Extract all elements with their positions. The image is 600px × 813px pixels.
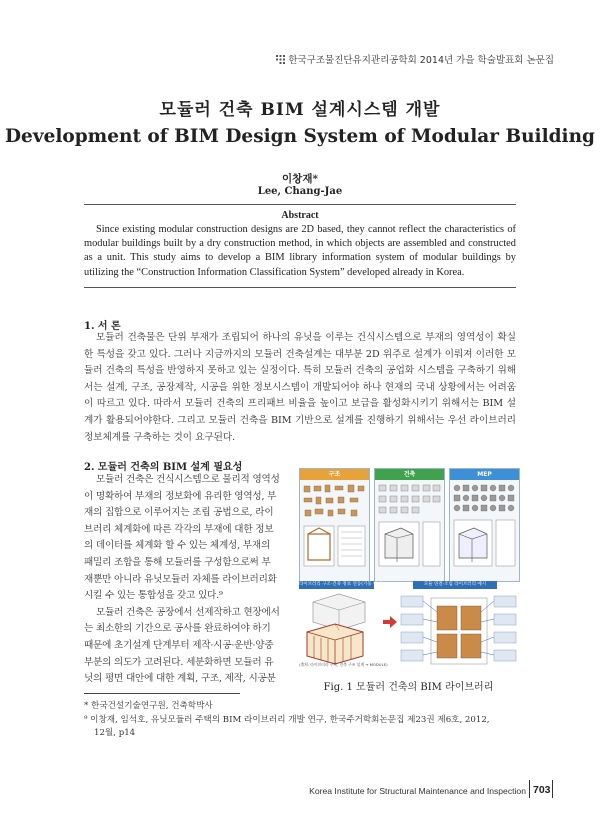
footnote: * 한국건설기술연구원, 건축학박사 bbox=[84, 701, 213, 711]
module-assembly-drawing bbox=[299, 592, 383, 672]
library-assembly-diagram bbox=[399, 592, 518, 672]
page-number: 703 bbox=[533, 784, 551, 796]
structure-library-image bbox=[300, 480, 369, 581]
section2-line: 모듈러 건축은 건식시스템으로 물리적 영역성 bbox=[96, 474, 280, 485]
figure-caption: Fig. 1 모듈러 건축의 BIM 라이브러리 bbox=[323, 682, 494, 693]
figure-panel-structure bbox=[299, 468, 370, 582]
figure-panel-mep bbox=[449, 468, 520, 582]
section1-body: 모듈러 건축물은 단위 부재가 조립되어 하나의 유닛을 이루는 건식시스템으로 부재의 영역성이 확실한 특성을 갖고 있다. 그러나 지금까지의 모듈러 건축설계는 대부분 2D 위주로 설계가 이뤄져 이러한 모듈러 건축의 특성을 반영하지 못하고 있는 실정이다. 특히 모듈러 건축의 공업화 시스템을 구축하기 위해서는 설계, 구조, 공장제작, 시공을 위한 정보시스템이 개발되어야 하나 현재의 국내 상황에서는 어려움이 따르고 있다. 따라서 모듈러 건축의 프리패브 비율을 높이고 보급을 활성화시키기 위해서는 BIM 설계가 활용되어야한다. 그리고 모듈러 건축을 BIM 기반으로 설계를 진행하기 위해서는 우선 라이브러리 정보체계를 구축하는 것이 요구된다. bbox=[84, 332, 516, 443]
section2-line: 패밀리 조합을 통해 모듈러를 구성함으로써 부 bbox=[84, 556, 271, 568]
figure-bim-library bbox=[299, 468, 518, 674]
footer-institute: Korea Institute for Structural Maintenance and Inspection bbox=[309, 786, 526, 796]
figure-caption-left: 라이브러리 구조·건축 정보 연동(기둥 예시) bbox=[299, 582, 384, 587]
section2-line: 재뿐만 아니라 유닛모듈러 자체를 라이브러리화 bbox=[84, 573, 277, 585]
footer-right-bar bbox=[552, 780, 553, 798]
panel-tab-mep: MEP bbox=[450, 469, 519, 480]
section1-heading: 1. 서 론 bbox=[84, 321, 121, 332]
abstract-bottom-rule bbox=[84, 287, 516, 288]
panel-tab-architecture: 건축 bbox=[375, 469, 444, 480]
running-head-text: 한국구조물진단유지관리공학회 2014년 가을 학술발표회 논문집 bbox=[288, 55, 554, 66]
section2-line: 브러리 체계화에 따른 각각의 부재에 대한 정보 bbox=[84, 523, 274, 535]
author-english: Lee, Chang-Jae bbox=[257, 186, 343, 197]
section2-body bbox=[84, 472, 290, 688]
section2-line: 의 데이터를 체계화 할 수 있는 체계성, 부재의 bbox=[84, 540, 271, 552]
mep-library-image bbox=[450, 480, 519, 581]
abstract-heading: Abstract bbox=[281, 210, 319, 221]
running-head bbox=[276, 52, 554, 66]
section2-line: 이 명확하여 부재의 정보화에 유리한 영역성, 부 bbox=[84, 490, 277, 502]
abstract-body: Since existing modular construction designs are 2D based, they cannot reflect the characteristics of modular buildings built by a dry construction method, in which objects are assembled and constructed as a unit. This study aims to develop a BIM library information system of modular buildings by utilizing the “Construction Information Classification System” developed already in Korea. bbox=[84, 224, 516, 278]
author-korean: 이창재* bbox=[282, 173, 318, 185]
section2-line: 부분의 의도가 고려된다. 세분화하면 모듈러 유 bbox=[84, 656, 274, 668]
abstract-top-rule bbox=[84, 204, 516, 205]
figure-caption-right: 모듈 연결·조립 라이브러리 예시 bbox=[423, 582, 487, 587]
figure-panel-architecture bbox=[374, 468, 445, 582]
grid-dots-icon bbox=[276, 55, 285, 64]
footer-divider bbox=[529, 780, 530, 798]
section2-line: 때문에 초기설계 단계부터 제작·시공·운반·양중 bbox=[84, 639, 274, 651]
architecture-library-image bbox=[375, 480, 444, 581]
section2-heading: 2. 모듈러 건축의 BIM 설계 필요성 bbox=[84, 462, 243, 473]
footnote: ⁹ 이창재, 임석호, 유닛모듈러 주택의 BIM 라이브러리 개발 연구, 한국주거학회논문집 제23권 제6호, 2012, bbox=[84, 715, 490, 725]
section2-line: 재의 집합으로 이루어지는 조립 공법으로, 라이 bbox=[84, 507, 274, 519]
section2-line: 모듈러 건축은 공장에서 선제작하고 현장에서 bbox=[96, 606, 280, 618]
section2-line: 닛의 평면 대안에 대한 계획, 구조, 제작, 시공분 bbox=[84, 673, 276, 685]
figure-note: (출처: 라이브러리 구축, 건축 구조 설계 → MODULE) bbox=[299, 662, 388, 667]
arrow-right-icon bbox=[383, 616, 397, 628]
footnote-rule bbox=[84, 693, 240, 694]
footnote: 12월, p14 bbox=[94, 728, 136, 738]
title-english: Development of BIM Design System of Modular Building bbox=[5, 126, 595, 147]
title-korean: 모듈러 건축 BIM 설계시스템 개발 bbox=[159, 100, 441, 120]
section2-line: 는 최소한의 기간으로 공사를 완료하여야 하기 bbox=[84, 623, 271, 635]
panel-tab-structure: 구조 bbox=[300, 469, 369, 480]
section2-line: 시킬 수 있는 통합성을 갖고 있다.⁹ bbox=[84, 590, 223, 602]
